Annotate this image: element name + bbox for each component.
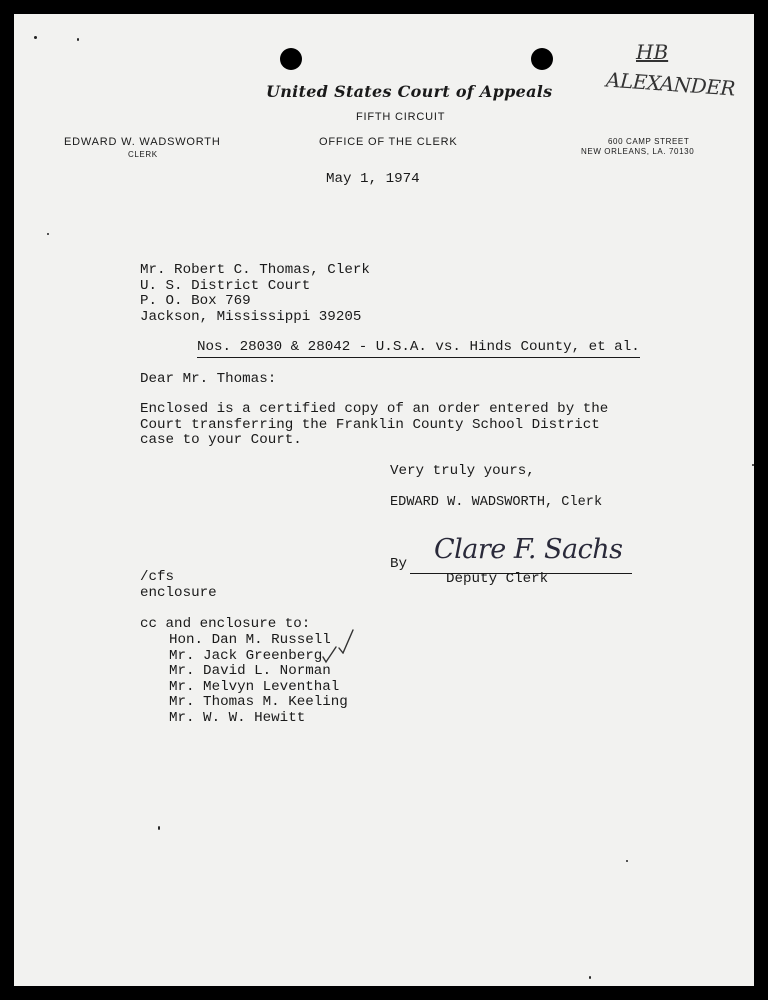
signer-title: Deputy Clerk [446, 571, 549, 587]
address-line: U. S. District Court [140, 277, 311, 294]
body-line: Court transferring the Franklin County School District [140, 416, 600, 433]
letter-body [140, 402, 608, 449]
speck [158, 826, 160, 830]
cc-recipient: Mr. Jack Greenberg [169, 647, 323, 664]
address-line: Jackson, Mississippi 39205 [140, 308, 362, 325]
signature: Clare F. Sachs [434, 534, 623, 565]
cc-recipient: Mr. David L. Norman [169, 663, 331, 680]
speck [34, 36, 37, 39]
court-name: United States Court of Appeals [266, 82, 553, 101]
recipient-address [140, 263, 370, 325]
re-line: Nos. 28030 & 28042 - U.S.A. vs. Hinds County, et al. [197, 340, 640, 358]
punch-hole-right [531, 48, 553, 70]
reference-block [140, 570, 217, 601]
enclosure-note: enclosure [140, 584, 217, 601]
punch-hole-left [280, 48, 302, 70]
clerk-name: EDWARD W. WADSWORTH [64, 136, 221, 148]
check-mark-icon [338, 628, 354, 654]
handwritten-name: ALEXANDER [605, 67, 736, 101]
check-mark-icon [322, 644, 338, 664]
speck [752, 464, 754, 466]
cc-recipient: Mr. Melvyn Leventhal [169, 678, 340, 695]
address-line: P. O. Box 769 [140, 293, 251, 310]
speck [47, 233, 49, 235]
body-line: case to your Court. [140, 432, 302, 449]
address-city: NEW ORLEANS, LA. 70130 [581, 147, 695, 156]
speck [589, 976, 591, 979]
salutation: Dear Mr. Thomas: [140, 371, 277, 387]
address-line: Mr. Robert C. Thomas, Clerk [140, 262, 370, 278]
handwritten-initials: HB [636, 40, 669, 64]
cc-heading: cc and enclosure to: [140, 616, 311, 632]
clerk-title: CLERK [128, 150, 158, 159]
circuit-label: FIFTH CIRCUIT [356, 111, 446, 123]
body-line: Enclosed is a certified copy of an order entered by the [140, 401, 609, 417]
speck [77, 38, 79, 41]
cc-recipient: Mr. W. W. Hewitt [169, 709, 306, 726]
cc-list [169, 633, 348, 727]
letter-page [14, 14, 754, 986]
address-street: 600 CAMP STREET [608, 137, 690, 146]
valediction: Very truly yours, [390, 463, 535, 479]
cc-recipient: Hon. Dan M. Russell [169, 632, 331, 648]
by-label: By [390, 556, 408, 572]
signer-line: EDWARD W. WADSWORTH, Clerk [390, 495, 603, 510]
letter-date: May 1, 1974 [326, 171, 420, 187]
cc-recipient: Mr. Thomas M. Keeling [169, 694, 348, 711]
speck [626, 860, 628, 862]
office-label: OFFICE OF THE CLERK [319, 136, 458, 148]
typist-initials: /cfs [140, 569, 175, 585]
